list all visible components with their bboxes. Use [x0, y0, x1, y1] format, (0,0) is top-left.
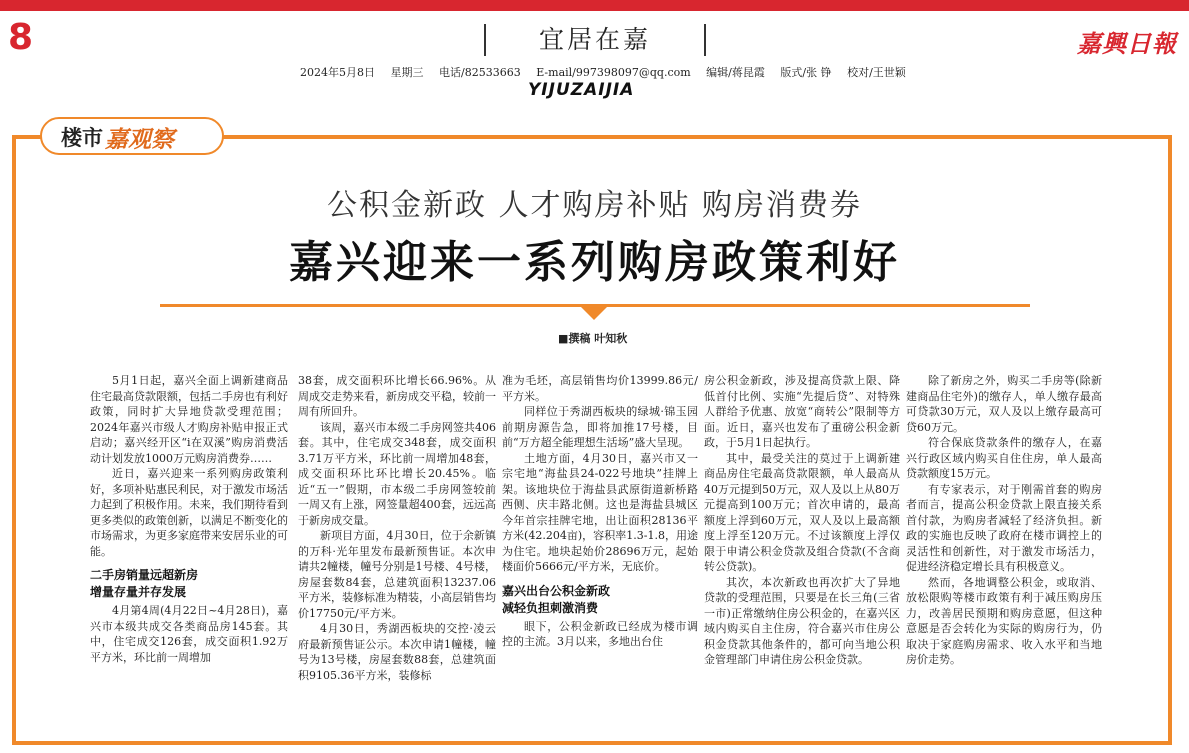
paragraph: 除了新房之外，购买二手房等(除新建商品住宅外)的缴存人，单人缴存最高可贷款30万元，双人及以上缴存最高可贷60万元。 [906, 374, 1102, 434]
paragraph: 该周，嘉兴市本级二手房网签共406套。其中，住宅成交348套，成交面积3.71万平方米，环比前一周增加48套，成交面积环比环比增长20.45%。临近“五一”假期，市本级二手房网签较前一周又有上涨，网签量超400套，远远高于新房成交量。 [298, 420, 496, 527]
paragraph: 眼下，公积金新政已经成为楼市调控的主流。3月以来，多地出台住 [502, 619, 698, 648]
article-byline: ■撰稿 叶知秋 [558, 332, 628, 345]
paragraph: 新项目方面，4月30日，位于余新镇的万科·光年里发布最新预售证。本次申请共2幢楼，幢号分别是1号楼、4号楼，房屋套数84套，总建筑面积13237.06平方米，装修标准为精装，小高层销售均价17750元/平方米。 [298, 529, 496, 620]
section-header [480, 20, 710, 60]
issue-email: E-mail/997398097@qq.com [536, 66, 691, 79]
column-tag-part2: 嘉观察 [105, 126, 174, 153]
issue-editor: 编辑/蒋昆霞 [706, 66, 765, 79]
paragraph: 同样位于秀湖西板块的绿城·锦玉园前期房源告急，即将加推17号楼，目前“万方超全能理想生活场”盛大呈现。 [502, 405, 698, 449]
issue-weekday: 星期三 [390, 66, 424, 79]
paragraph: 其次，本次新政也再次扩大了异地贷款的受理范围，只要是在长三角(三省一市)正常缴纳住房公积金的，在嘉兴区域内购买自主住房，符合嘉兴市住房公积金贷款其他条件的，都可向当地公积金管理部门申请住房公积金贷款。 [704, 575, 900, 666]
issue-info-line [300, 64, 918, 80]
paragraph: 然而，各地调整公积金，或取消、放松限购等楼市政策有利于减压购房压力，改善居民预期和购房意愿，但这种意愿是否会转化为实际的购房行为，仍取决于家庭购房需求、收入水平和当地房价走势。 [906, 575, 1102, 666]
page-number: 8 [8, 17, 34, 58]
paragraph: 房公积金新政，涉及提高贷款上限、降低首付比例、实施“先提后贷”、对特殊人群给予优惠、放宽“商转公”限制等方面。近日，嘉兴也发布了重磅公积金新政，于5月1日起执行。 [704, 374, 900, 449]
section-divider-right [704, 24, 706, 56]
article-column-3 [502, 373, 698, 723]
paragraph: 5月1日起，嘉兴全面上调新建商品住宅最高贷款限额，包括二手房也有利好政策，同时扩大异地贷款受理范围；2024年嘉兴市级人才购房补贴申报正式启动；嘉兴经开区“i在双溪”购房消费活动计划发放1000万元购房消费券…… [90, 374, 288, 465]
section-pinyin: YIJUZAIJIA [528, 80, 635, 100]
issue-proofreader: 校对/王世颖 [847, 66, 906, 79]
paragraph: 其中，最受关注的莫过于上调新建商品房住宅最高贷款限额，单人最高从40万元提到50万元，双人及以上从80万元提高到100万元；首次申请的，最高额度上浮到60万元，双人及以上最高额度上浮至120万元。不过该额度上浮仅限于申请公积金贷款及组合贷款(不含商转公贷款)。 [704, 451, 900, 573]
issue-layout: 版式/张 铮 [780, 66, 832, 79]
paragraph: 符合保底贷款条件的缴存人，在嘉兴行政区域内购买自住住房，单人最高贷款额度15万元。 [906, 436, 1102, 480]
issue-phone: 电话/82533663 [439, 66, 521, 79]
paragraph: 4月第4周(4月22日~4月28日)，嘉兴市本级共成交各类商品房145套。其中，住宅成交126套，成交面积1.92万平方米，环比前一周增加 [90, 604, 288, 664]
column-tag [40, 117, 224, 155]
article-column-4 [704, 373, 900, 713]
article-column-1 [90, 373, 288, 733]
article-headline: 嘉兴迎来一系列购房政策利好 [289, 237, 900, 288]
subsection-heading: 嘉兴出台公积金新政 减轻负担刺激消费 [502, 583, 611, 615]
issue-date: 2024年5月8日 [300, 66, 375, 79]
paragraph: 土地方面，4月30日，嘉兴市又一宗宅地“海盐县24-022号地块”挂牌上架。该地块位于海盐县武原街道新桥路西侧、庆丰路北侧。这也是海盐县城区今年首宗挂牌宅地，出让面积28136平方米(42.204亩)，容积率1.3-1.8，用途为住宅。地块起始价28696万元，起始楼面价5666元/平方米，无底价。 [502, 451, 698, 573]
paragraph: 准为毛坯，高层销售均价13999.86元/平方米。 [502, 374, 698, 403]
paragraph: 有专家表示，对于刚需首套的购房者而言，提高公积金贷款上限直接关系首付款，为购房者减轻了经济负担。新政的实施也反映了政府在楼市调控上的灵活性和创新性，对于激发市场活力，促进经济稳定增长具有积极意义。 [906, 482, 1102, 573]
column-tag-part1: 楼市 [61, 126, 103, 150]
article-column-2 [298, 373, 496, 723]
section-title: 宜居在嘉 [538, 25, 651, 54]
article-subhead: 公积金新政 人才购房补贴 购房消费券 [326, 188, 863, 223]
subsection-heading: 二手房销量远超新房 增量存量并存发展 [90, 568, 199, 599]
top-red-bar [0, 0, 1189, 11]
article-column-5 [906, 373, 1102, 713]
newspaper-logo: 嘉興日報 [1077, 29, 1177, 58]
paragraph: 38套，成交面积环比增长66.96%。从周成交走势来看，新房成交平稳，较前一周有所回升。 [298, 374, 496, 418]
divider-triangle [580, 306, 608, 320]
paragraph: 近日，嘉兴迎来一系列购房政策利好，多项补贴惠民利民，对于激发市场活力起到了积极作用。未来，我们期待看到更多类似的政策创新，以满足不断变化的市场需求，为更多家庭带来安居乐业的可能。 [90, 467, 288, 558]
paragraph: 4月30日，秀湖西板块的交控·凌云府最新预售证公示。本次申请1幢楼，幢号为13号楼，房屋套数88套，总建筑面积9105.36平方米，装修标 [298, 622, 496, 682]
